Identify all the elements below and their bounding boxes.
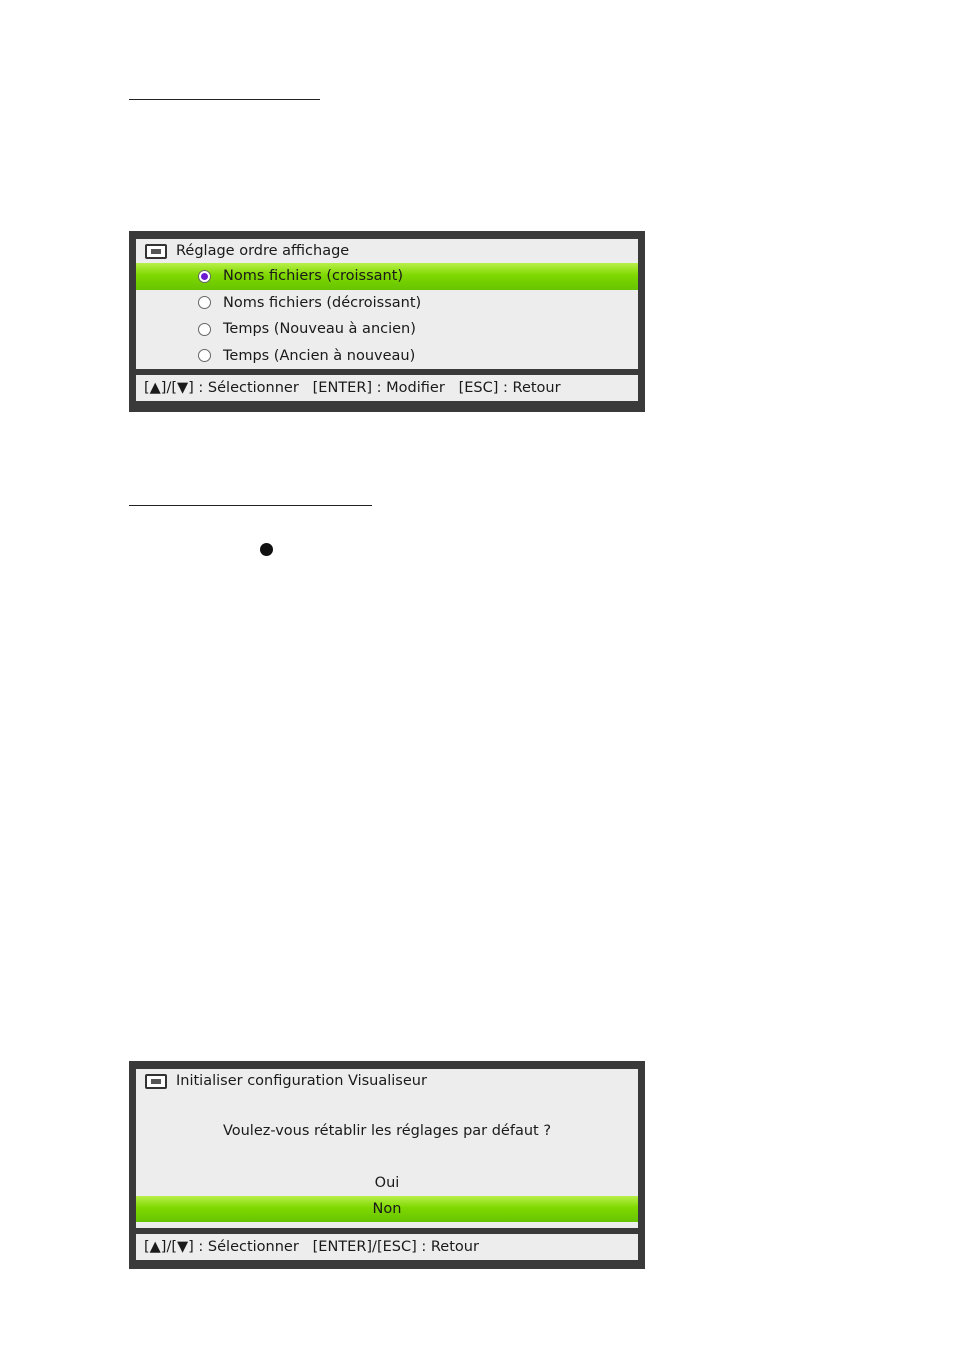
radio-icon[interactable] bbox=[198, 323, 211, 336]
reset-viewer-dialog bbox=[129, 1061, 645, 1269]
option-filenames-descending[interactable] bbox=[136, 290, 638, 317]
heading-underline-2 bbox=[129, 505, 372, 506]
option-filenames-ascending[interactable] bbox=[136, 263, 638, 290]
dialog-title-row bbox=[136, 1069, 638, 1093]
key-help-footer: [▲]/[▼] : Sélectionner [ENTER] : Modifier [ESC] : Retour bbox=[136, 375, 638, 401]
key-help-footer: [▲]/[▼] : Sélectionner [ENTER]/[ESC] : Retour bbox=[136, 1234, 638, 1260]
display-order-dialog bbox=[129, 231, 645, 412]
radio-icon[interactable] bbox=[198, 349, 211, 362]
picture-icon bbox=[145, 244, 167, 259]
heading-underline-1 bbox=[129, 99, 320, 100]
radio-selected-icon[interactable] bbox=[198, 270, 211, 283]
option-time-new-to-old[interactable] bbox=[136, 316, 638, 343]
confirm-message: Voulez-vous rétablir les réglages par défaut ? bbox=[222, 1123, 552, 1139]
dialog-title-row bbox=[136, 239, 638, 263]
dialog-title: Réglage ordre affichage bbox=[176, 243, 350, 259]
choice-yes[interactable]: Oui bbox=[374, 1175, 400, 1191]
choice-no[interactable]: Non bbox=[136, 1196, 638, 1222]
reset-viewer-body bbox=[136, 1069, 638, 1228]
display-order-body bbox=[136, 239, 638, 369]
option-label: Temps (Nouveau à ancien) bbox=[223, 321, 416, 338]
option-label: Temps (Ancien à nouveau) bbox=[223, 347, 416, 364]
picture-icon bbox=[145, 1074, 167, 1089]
radio-icon[interactable] bbox=[198, 296, 211, 309]
option-time-old-to-new[interactable] bbox=[136, 343, 638, 370]
option-label: Noms fichiers (croissant) bbox=[223, 268, 404, 285]
bullet-dot bbox=[260, 543, 273, 556]
option-label: Noms fichiers (décroissant) bbox=[223, 294, 422, 311]
dialog-title: Initialiser configuration Visualiseur bbox=[176, 1073, 427, 1089]
